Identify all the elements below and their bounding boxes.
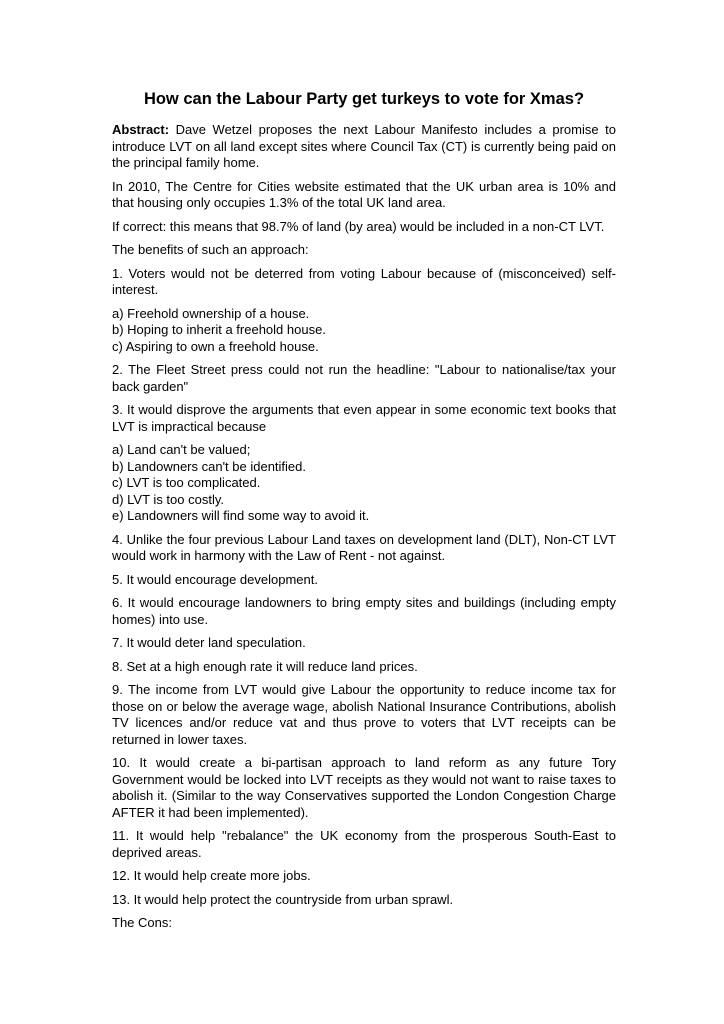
benefit-5: 5. It would encourage development.: [112, 571, 318, 587]
list-item: c) LVT is too complicated.: [112, 475, 261, 490]
benefit-6: 6. It would encourage landowners to bring empty sites and buildings (including empty homes) into use.: [112, 595, 616, 627]
benefit-9: 9. The income from LVT would give Labour the opportunity to reduce income tax for those on or below the average wage, abolish National Insurance Contributions, abolish TV licences and/or reduce vat and thus prove to voters that LVT receipts can be returned in lower taxes.: [112, 682, 616, 747]
benefit-12: 12. It would help create more jobs.: [112, 868, 311, 883]
abstract-paragraph: [112, 122, 616, 172]
list-item: a) Land can't be valued;: [112, 442, 251, 457]
paragraph-if-correct: If correct: this means that 98.7% of land (by area) would be included in a non-CT LVT.: [112, 218, 605, 234]
list-item: b) Landowners can't be identified.: [112, 458, 306, 474]
paragraph-benefits-intro: The benefits of such an approach:: [112, 242, 309, 257]
benefit-3: 3. It would disprove the arguments that even appear in some economic text books that LVT is impractical because: [112, 402, 616, 434]
abstract-label: Abstract:: [112, 122, 170, 137]
paragraph-urban-area: In 2010, The Centre for Cities website estimated that the UK urban area is 10% and that housing only occupies 1.3% of the total UK land area.: [112, 178, 616, 210]
benefit-4: 4. Unlike the four previous Labour Land taxes on development land (DLT), Non-CT LVT would work in harmony with the Law of Rent - not against.: [112, 531, 616, 563]
benefit-10: 10. It would create a bi-partisan approach to land reform as any future Tory Government would be locked into LVT receipts as they would not want to raise taxes to abolish it. (Similar to the way Conservatives supported the London Congestion Charge AFTER it had been implemented).: [112, 755, 616, 820]
list-item: b) Hoping to inherit a freehold house.: [112, 322, 326, 337]
document-title: How can the Labour Party get turkeys to vote for Xmas?: [143, 90, 585, 108]
abstract-text: Dave Wetzel proposes the next Labour Manifesto includes a promise to introduce LVT on all land except sites where Council Tax (CT) is currently being paid on the principal family home.: [112, 122, 616, 170]
list-item: a) Freehold ownership of a house.: [112, 305, 310, 321]
list-item: d) LVT is too costly.: [112, 491, 224, 507]
benefit-1: 1. Voters would not be deterred from voting Labour because of (misconceived) self-interest.: [112, 265, 616, 297]
benefit-2: 2. The Fleet Street press could not run the headline: "Labour to nationalise/tax your back garden": [112, 362, 616, 394]
benefit-3-sublist: [112, 442, 616, 525]
benefit-11: 11. It would help "rebalance" the UK economy from the prosperous South-East to deprived areas.: [112, 828, 616, 860]
benefit-1-sublist: [112, 306, 616, 356]
list-item: c) Aspiring to own a freehold house.: [112, 338, 319, 354]
benefit-7: 7. It would deter land speculation.: [112, 635, 306, 650]
benefit-8: 8. Set at a high enough rate it will reduce land prices.: [112, 658, 418, 674]
list-item: e) Landowners will find some way to avoid it.: [112, 508, 370, 523]
cons-heading: The Cons:: [112, 915, 172, 930]
benefit-13: 13. It would help protect the countryside from urban sprawl.: [112, 891, 454, 907]
